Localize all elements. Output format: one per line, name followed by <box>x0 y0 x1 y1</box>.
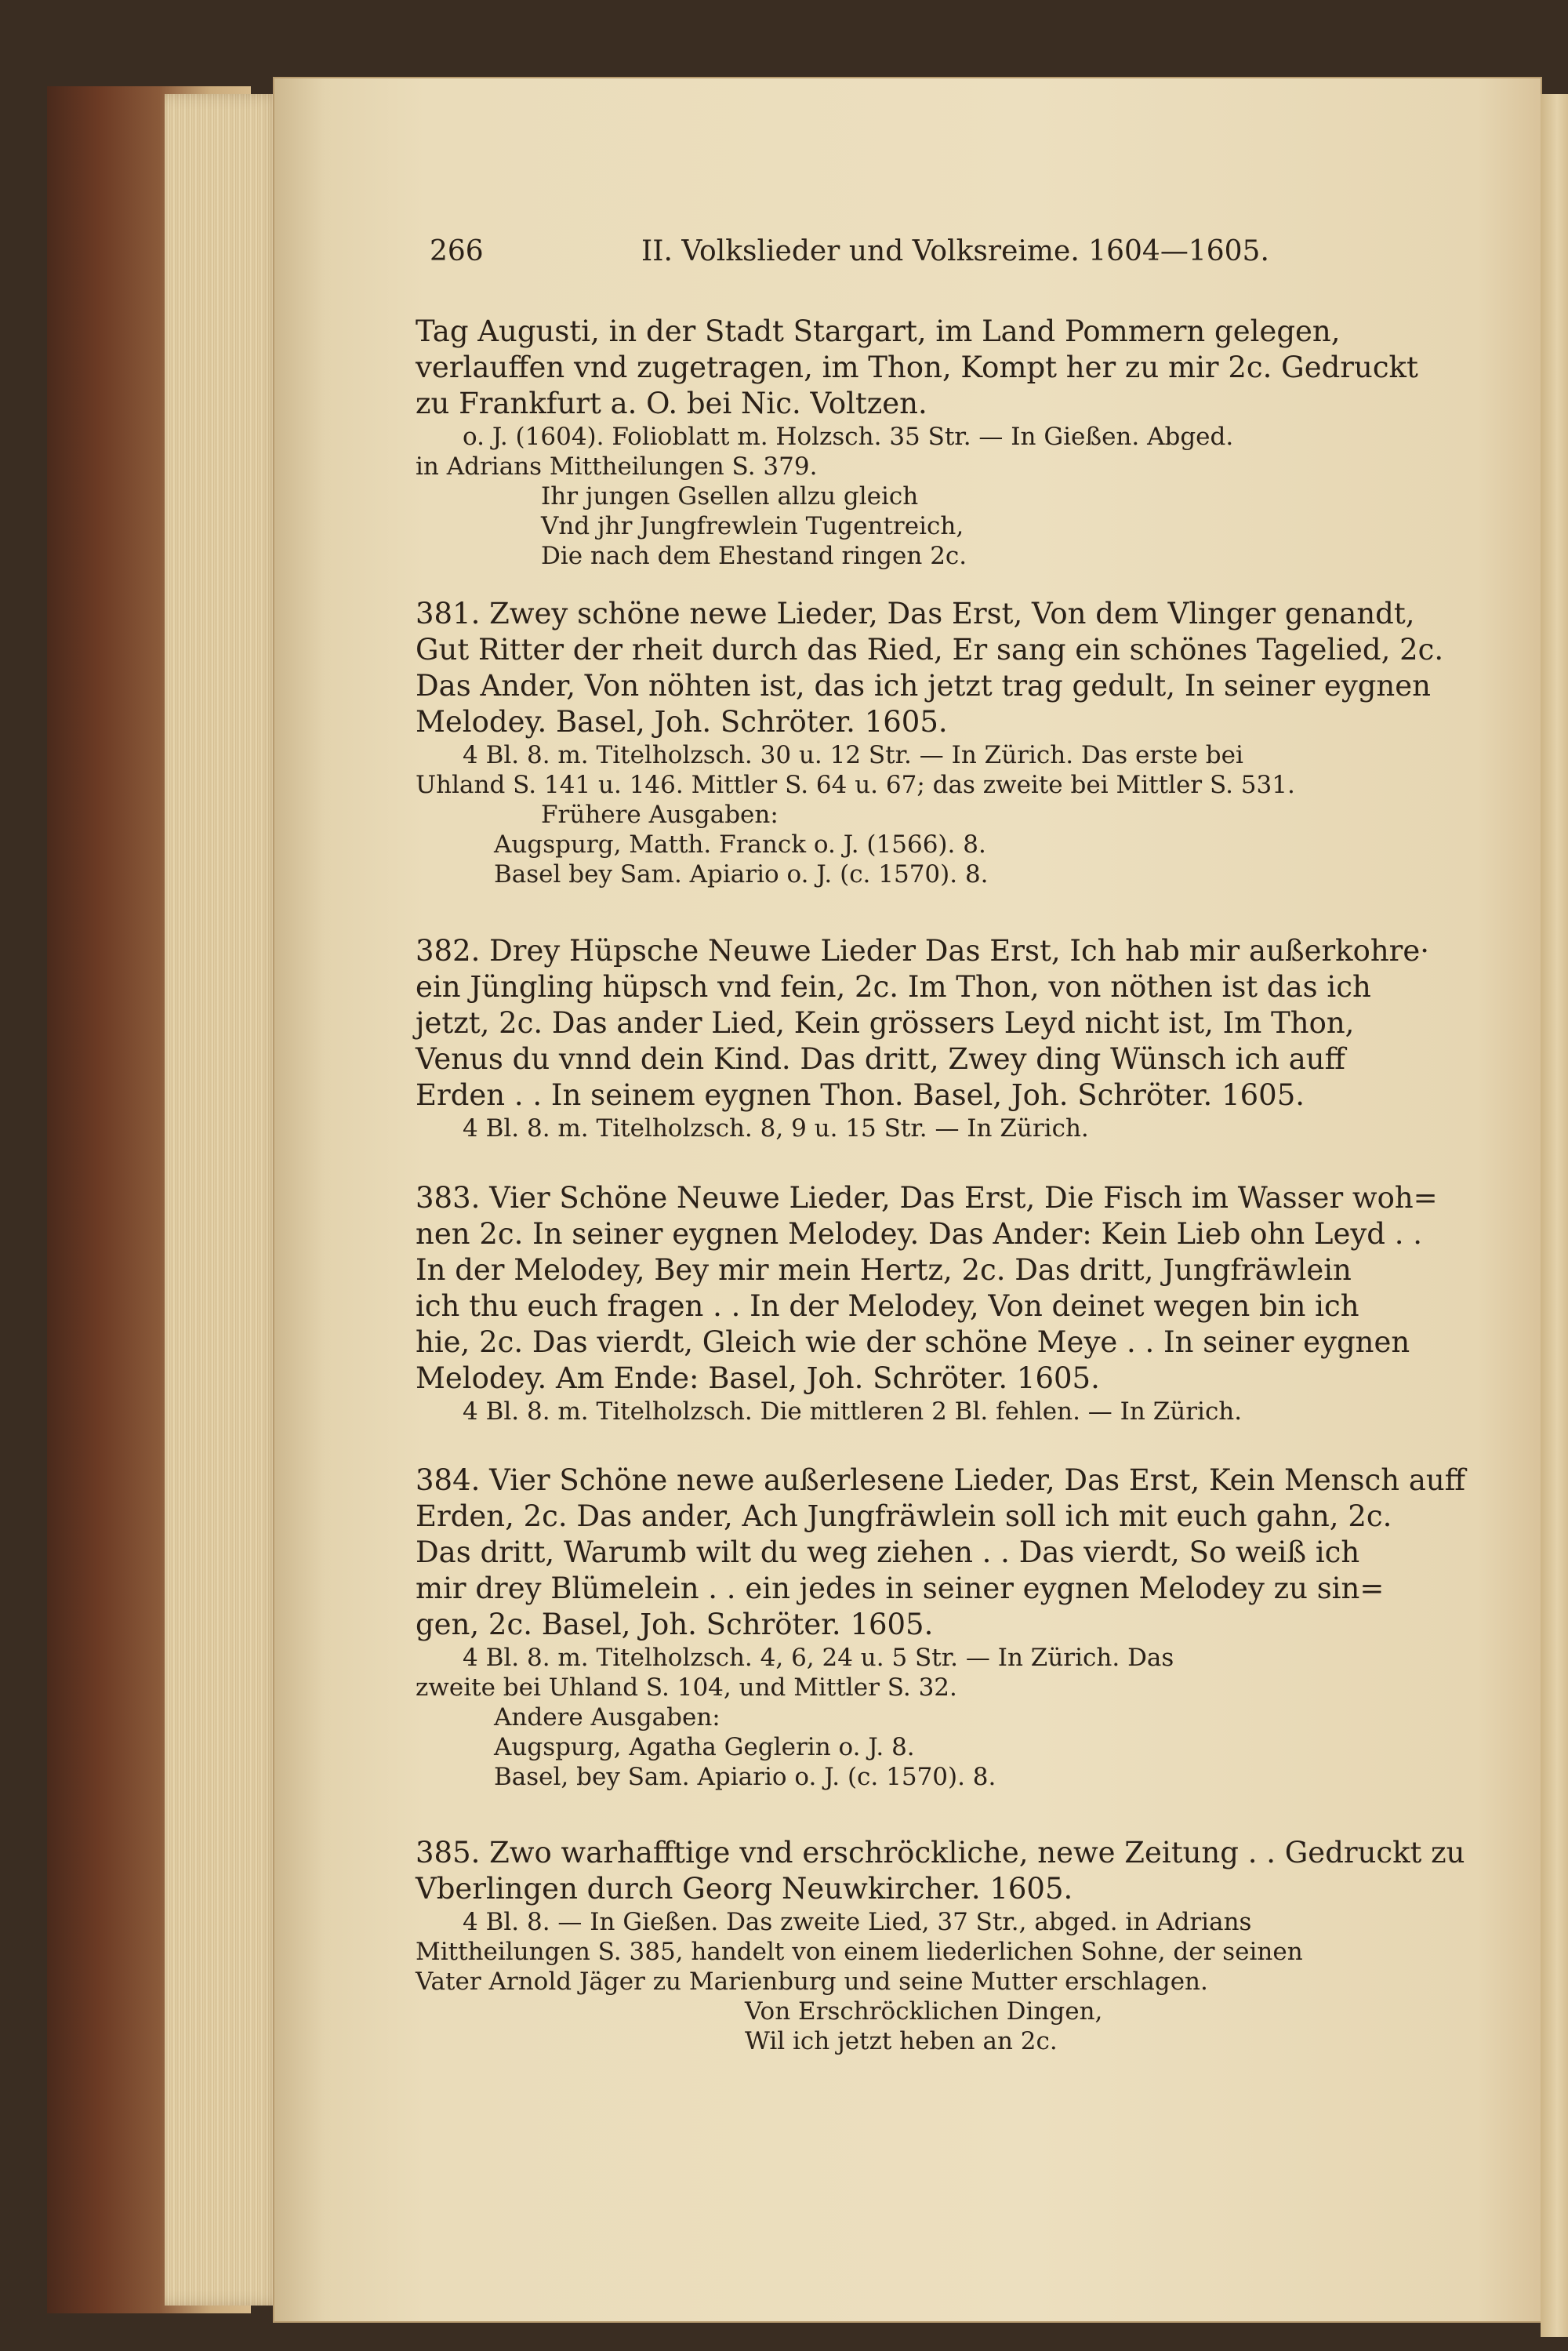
verse-line: Wil ich jetzt heben an 2c. <box>745 2027 1058 2055</box>
page-edges <box>165 94 282 2306</box>
sub-heading: Frühere Ausgaben: <box>541 801 779 829</box>
text-line: mir drey Blümelein . . ein jedes in seiner eygnen Melodey zu sin= <box>416 1572 1385 1605</box>
text-line: Das Ander, Von nöhten ist, das ich jetzt trag gedult, In seiner eygnen <box>416 669 1431 703</box>
note-line: 4 Bl. 8. — In Gießen. Das zweite Lied, 37 Str., abged. in Adrians <box>463 1908 1252 1936</box>
page-number: 266 <box>430 235 484 267</box>
text-line: verlauffen vnd zugetragen, im Thon, Kompt her zu mir 2c. Gedruckt <box>416 351 1418 384</box>
entry-title-line: 383. Vier Schöne Neuwe Lieder, Das Erst, Die Fisch im Wasser woh= <box>416 1181 1438 1215</box>
note-line: 4 Bl. 8. m. Titelholzsch. 30 u. 12 Str. — In Zürich. Das erste bei <box>463 741 1243 769</box>
note-line: 4 Bl. 8. m. Titelholzsch. Die mittleren 2 Bl. fehlen. — In Zürich. <box>463 1397 1243 1426</box>
note-line: 4 Bl. 8. m. Titelholzsch. 8, 9 u. 15 Str. — In Zürich. <box>463 1114 1089 1143</box>
text-line: Erden, 2c. Das ander, Ach Jungfräwlein soll ich mit euch gahn, 2c. <box>416 1499 1392 1533</box>
text-line: gen, 2c. Basel, Joh. Schröter. 1605. <box>416 1608 934 1641</box>
text-line: zu Frankfurt a. O. bei Nic. Voltzen. <box>416 387 927 420</box>
text-line: Venus du vnnd dein Kind. Das dritt, Zwey ding Wünsch ich auff <box>416 1042 1345 1076</box>
note-line: o. J. (1604). Folioblatt m. Holzsch. 35 Str. — In Gießen. Abged. <box>463 423 1234 451</box>
edition-line: Augspurg, Agatha Geglerin o. J. 8. <box>494 1733 915 1761</box>
text-line: In der Melodey, Bey mir mein Hertz, 2c. Das dritt, Jungfräwlein <box>416 1253 1352 1287</box>
text-line: nen 2c. In seiner eygnen Melodey. Das Ander: Kein Lieb ohn Leyd . . <box>416 1217 1423 1251</box>
note-line: in Adrians Mittheilungen S. 379. <box>416 452 818 481</box>
entry-title-line: 385. Zwo warhafftige vnd erschröckliche, newe Zeitung . . Gedruckt zu <box>416 1836 1465 1870</box>
entry-title-line: 381. Zwey schöne newe Lieder, Das Erst, Von dem Vlinger genandt, <box>416 597 1415 630</box>
verse-line: Ihr jungen Gsellen allzu gleich <box>541 482 919 511</box>
entry-384 <box>416 1463 1466 1792</box>
edition-line: Augspurg, Matth. Franck o. J. (1566). 8. <box>494 830 986 859</box>
text-line: ich thu euch fragen . . In der Melodey, Von deinet wegen bin ich <box>416 1289 1359 1323</box>
note-line: zweite bei Uhland S. 104, und Mittler S. 32. <box>416 1673 957 1702</box>
running-title: II. Volkslieder und Volksreime. 1604—1605. <box>641 235 1269 267</box>
verse-line: Von Erschröcklichen Dingen, <box>745 1997 1103 2026</box>
note-line: 4 Bl. 8. m. Titelholzsch. 4, 6, 24 u. 5 Str. — In Zürich. Das <box>463 1644 1174 1672</box>
entry-382 <box>416 933 1466 1143</box>
text-line: Gut Ritter der rheit durch das Ried, Er sang ein schönes Tagelied, 2c. <box>416 633 1444 667</box>
edition-line: Basel bey Sam. Apiario o. J. (c. 1570). 8. <box>494 860 989 888</box>
note-line: Uhland S. 141 u. 146. Mittler S. 64 u. 67; das zweite bei Mittler S. 531. <box>416 771 1295 799</box>
note-line: Vater Arnold Jäger zu Marienburg und seine Mutter erschlagen. <box>416 1968 1208 1996</box>
verse-line: Vnd jhr Jungfrewlein Tugentreich, <box>541 512 964 540</box>
text-line: Vberlingen durch Georg Neuwkircher. 1605. <box>416 1872 1073 1906</box>
text-line: Das dritt, Warumb wilt du weg ziehen . . Das vierdt, So weiß ich <box>416 1535 1360 1569</box>
text-line: hie, 2c. Das vierdt, Gleich wie der schöne Meye . . In seiner eygnen <box>416 1325 1410 1359</box>
verse-line: Die nach dem Ehestand ringen 2c. <box>541 542 967 570</box>
entry-383 <box>416 1180 1466 1426</box>
entry-381 <box>416 596 1466 889</box>
text-line: Melodey. Am Ende: Basel, Joh. Schröter. 1605. <box>416 1361 1100 1395</box>
sub-heading: Andere Ausgaben: <box>494 1703 720 1731</box>
entry-title-line: 382. Drey Hüpsche Neuwe Lieder Das Erst, Ich hab mir außerkohre· <box>416 934 1430 968</box>
edition-line: Basel, bey Sam. Apiario o. J. (c. 1570). 8. <box>494 1763 996 1791</box>
note-line: Mittheilungen S. 385, handelt von einem liederlichen Sohne, der seinen <box>416 1938 1303 1966</box>
text-line: Erden . . In seinem eygnen Thon. Basel, Joh. Schröter. 1605. <box>416 1078 1305 1112</box>
next-page-edge <box>1541 94 1568 2337</box>
entry-title-line: 384. Vier Schöne newe außerlesene Lieder, Das Erst, Kein Mensch auff <box>416 1463 1466 1497</box>
text-line: Tag Augusti, in der Stadt Stargart, im Land Pommern gelegen, <box>416 314 1341 348</box>
text-line: Melodey. Basel, Joh. Schröter. 1605. <box>416 705 948 739</box>
text-line: jetzt, 2c. Das ander Lied, Kein grössers Leyd nicht ist, Im Thon, <box>416 1006 1355 1040</box>
text-line: ein Jüngling hüpsch vnd fein, 2c. Im Thon, von nöthen ist das ich <box>416 970 1371 1004</box>
intro-entry <box>416 314 1466 571</box>
entry-385 <box>416 1835 1466 2056</box>
